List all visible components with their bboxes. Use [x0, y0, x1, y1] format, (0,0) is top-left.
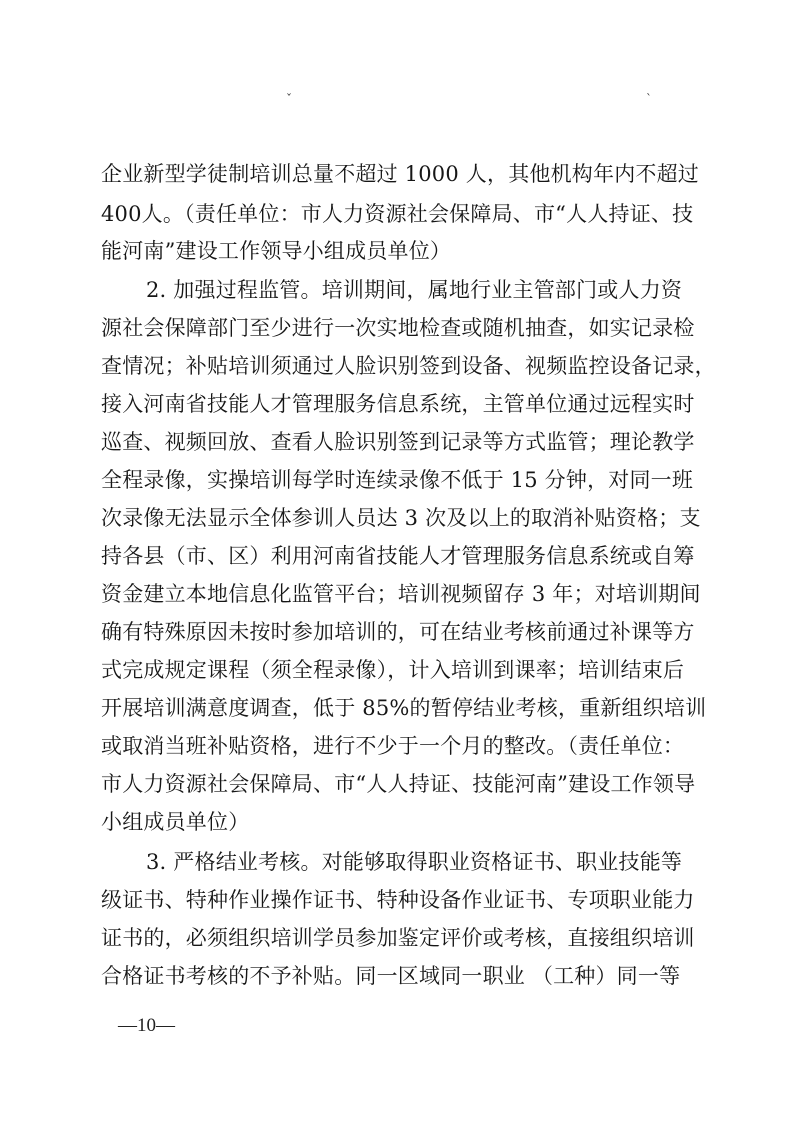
text-line: 开展培训满意度调查，低于 85%的暂停结业考核，重新组织培训 [101, 696, 707, 720]
text-line: 式完成规定课程（须全程录像），计入培训到课率；培训结束后 [101, 658, 685, 682]
text-line: 企业新型学徒制培训总量不超过 1000 人，其他机构年内不超过 [101, 162, 699, 186]
page-number: —10— [118, 1015, 175, 1036]
text-line: 合格证书考核的不予补贴。同一区域同一职业 （工种）同一等 [101, 964, 681, 988]
text-line: 次录像无法显示全体参训人员达 3 次及以上的取消补贴资格；支 [101, 506, 701, 530]
text-line: 证书的，必须组织培训学员参加鉴定评价或考核，直接组织培训 [101, 926, 695, 950]
text-line: 巡查、视频回放、查看人脸识别签到记录等方式监管；理论教学 [101, 430, 695, 454]
paragraph-heading-line: 3. 严格结业考核。对能够取得职业资格证书、职业技能等 [146, 850, 683, 874]
text-line: 确有特殊原因未按时参加培训的，可在结业考核前通过补课等方 [101, 620, 695, 644]
text-line: 小组成员单位） [101, 810, 250, 834]
text-line: 级证书、特种作业操作证书、特种设备作业证书、专项职业能力 [101, 888, 695, 912]
text-line: 查情况；补贴培训须通过人脸识别签到设备、视频监控设备记录， [101, 354, 716, 378]
text-line: 400人。（责任单位：市人力资源社会保障局、市“人人持证、技 [101, 202, 694, 226]
text-line: 资金建立本地信息化监管平台；培训视频留存 3 年；对培训期间 [101, 582, 701, 606]
scan-mark-left: ˇ [286, 92, 292, 106]
text-line: 或取消当班补贴资格，进行不少于一个月的整改。（责任单位： [101, 734, 685, 758]
paragraph-heading-line: 2. 加强过程监管。培训期间，属地行业主管部门或人力资 [146, 278, 683, 302]
text-line: 持各县（市、区）利用河南省技能人才管理服务信息系统或自筹 [101, 544, 695, 568]
scan-mark-right: ˋ [646, 92, 652, 106]
text-line: 接入河南省技能人才管理服务信息系统，主管单位通过远程实时 [101, 392, 695, 416]
text-line: 源社会保障部门至少进行一次实地检查或随机抽查，如实记录检 [101, 316, 695, 340]
text-line: 能河南”建设工作领导小组成员单位） [101, 239, 452, 263]
text-line: 市人力资源社会保障局、市“人人持证、技能河南”建设工作领导 [101, 772, 696, 796]
text-line: 全程录像，实操培训每学时连续录像不低于 15 分钟，对同一班 [101, 468, 694, 492]
